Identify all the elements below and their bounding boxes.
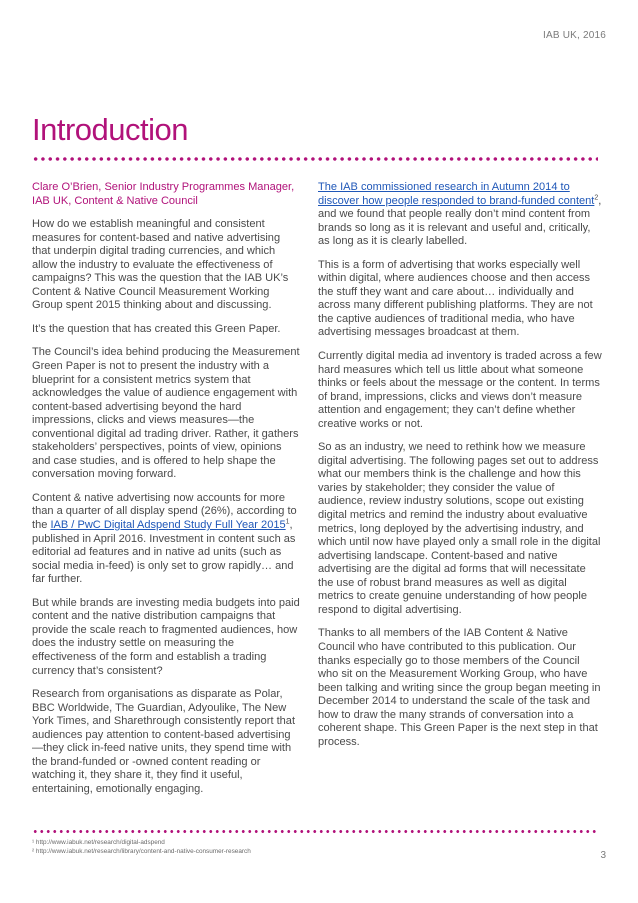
- footnote-ref-1[interactable]: 1: [285, 518, 290, 526]
- dotted-divider-top: [32, 156, 598, 162]
- footnote-2[interactable]: ² http://www.iabuk.net/research/library/content-and-native-consumer-research: [32, 848, 251, 855]
- right-paragraph-1: [318, 181, 602, 249]
- footnote-ref-2[interactable]: 2: [594, 193, 599, 201]
- adspend-study-link[interactable]: IAB / PwC Digital Adspend Study Full Year 2015: [50, 519, 286, 532]
- left-paragraph-4: [32, 492, 300, 587]
- left-paragraph-2: It’s the question that has created this Green Paper.: [32, 322, 281, 335]
- left-paragraph-4-end: , published in April 2016. Investment in content such as editorial ad features and in native ad units (such as social media in-feed) is only set to grow rapidly… and far further.: [32, 519, 296, 586]
- right-paragraph-5: Thanks to all members of the IAB Content & Native Council who have contributed to this publication. Our thanks especially go to those members of the Council who sit on the Measurement Working Group, who have been talking and writing since the group began meeting in December 2014 to understand the scale of the task and how to draw the many strands of conversation into a coherent shape. This Green Paper is the next step in that process.: [318, 627, 601, 748]
- right-paragraph-2: This is a form of advertising that works especially well within digital, where audiences choose and then access the stuff they want and care about… individually and across many different publishing platforms. They are not the captive audiences of traditional media, who have advertising messages broadcast at them.: [318, 258, 593, 339]
- left-paragraph-5: But while brands are investing media budgets into paid content and the native distribution campaigns that provide the scale reach to fragmented audiences, how does the industry settle on measuring the effectiveness of the form and establish a trading currency that’s consistent?: [32, 596, 300, 677]
- left-paragraph-4-start: Content & native advertising now accounts for more than a quarter of all display spend (26%), according to the: [32, 491, 297, 532]
- research-link[interactable]: The IAB commissioned research in Autumn 2014 to discover how people responded to brand-funded content: [318, 181, 595, 207]
- right-paragraph-3: Currently digital media ad inventory is traded across a few hard measures which tell us little about what someone thinks or feels about the message or the content. In terms of brand, impressions, clicks and views don’t measure attention and engagement; they can’t define whether creative works or not.: [318, 350, 602, 430]
- left-paragraph-6: Research from organisations as disparate as Polar, BBC Worldwide, The Guardian, Adyoulike, The New York Times, and Sharethrough consistently report that audiences pay attention to content-based advertising—they click in-feed native units, they spend time with the brand-funded or -owned content reading or watching it, they share it, they find it useful, entertaining, emotionally engaging.: [32, 688, 296, 795]
- dotted-divider-bottom: [32, 829, 598, 834]
- header-tag: IAB UK, 2016: [543, 30, 606, 41]
- footnote-1[interactable]: ¹ http://www.iabuk.net/research/digital-adspend: [32, 839, 165, 846]
- right-column: [318, 181, 602, 759]
- author-byline: Clare O’Brien, Senior Industry Programmes Manager, IAB UK, Content & Native Council: [32, 181, 295, 207]
- page-number: 3: [600, 850, 606, 861]
- page-title: Introduction: [32, 112, 188, 147]
- left-paragraph-1: How do we establish meaningful and consistent measures for content-based and native advertising that underpin digital trading currencies, and which allow the industry to evaluate the effectiveness of campaigns? This was the question that the IAB UK’s Content & Native Council Measurement Working Group spent 2015 thinking about and discussing.: [32, 218, 289, 312]
- right-paragraph-4: So as an industry, we need to rethink how we measure digital advertising. The following pages set out to address what our members think is the challenge and how this varies by stakeholder; they consider the value of audience, review industry solutions, scope out existing digital metrics and remind the industry about evaluative metrics, long deployed by the advertising industry, and which until now have played only a small role in the digital advertising landscape. Content-based and native advertising are the digital ad forms that will necessitate the use of robust brand measures as well as digital metrics to create genuine understanding of how people respond to digital advertising.: [318, 441, 601, 616]
- left-paragraph-3: The Council’s idea behind producing the Measurement Green Paper is not to present the industry with a blueprint for a consistent metrics system that acknowledges the value of audience engagement with content-based advertising beyond the hard impressions, clicks and views measures—the conventional digital ad trading driver. Rather, it gathers stakeholders’ perspectives, points of view, opinions and case studies, and is offered to help shape the conversation moving forward.: [32, 346, 300, 481]
- footnotes: [32, 838, 251, 856]
- left-column: [32, 181, 300, 806]
- right-paragraph-1-end: , and we found that people really don’t mind content from brands so long as it is relevant and useful and, critically, as long as it is clearly labelled.: [318, 194, 602, 248]
